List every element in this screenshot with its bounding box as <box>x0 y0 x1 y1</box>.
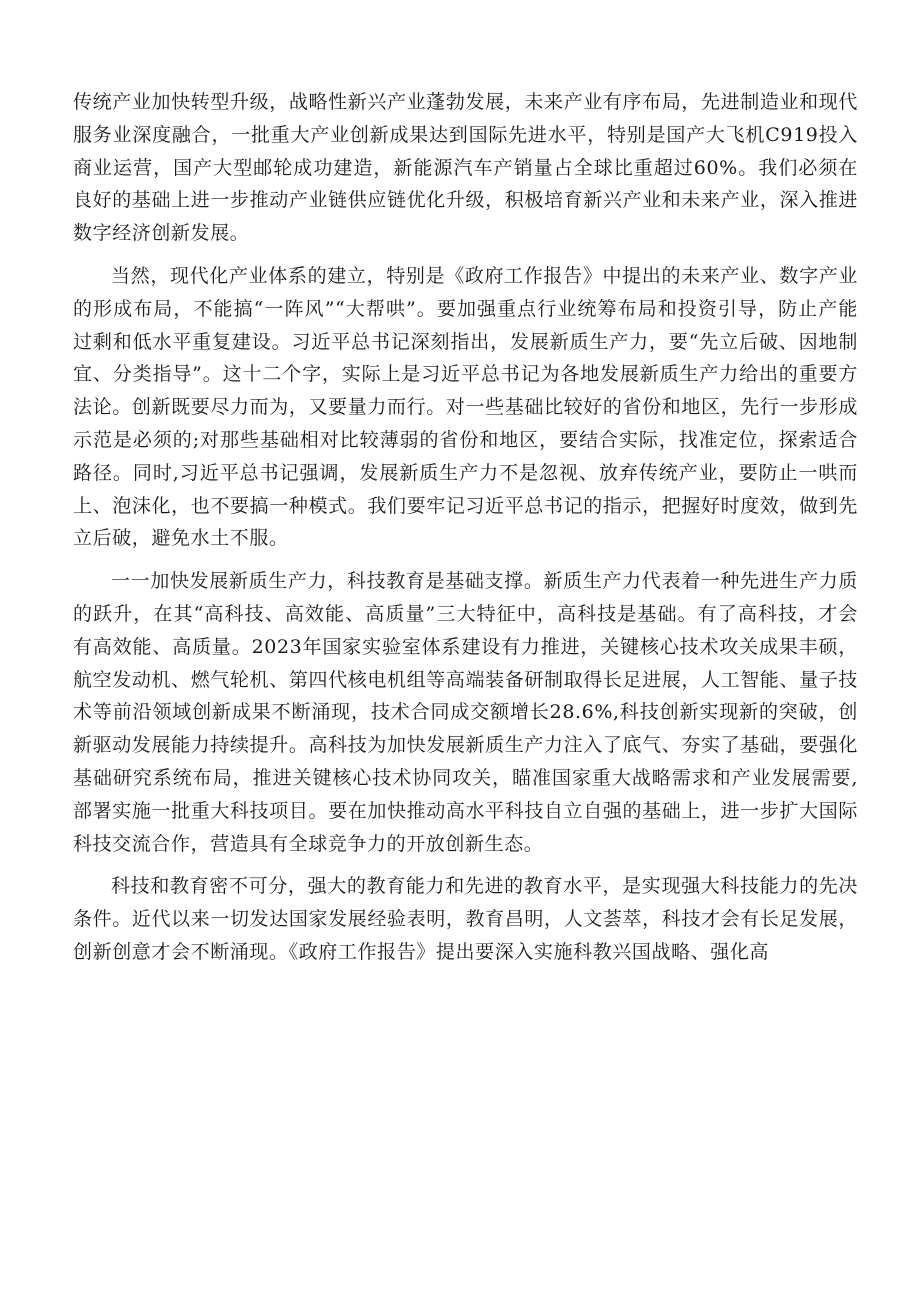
paragraph-3: 一一加快发展新质生产力，科技教育是基础支撑。新质生产力代表着一种先进生产力质的跃升，在其“高科技、高效能、高质量”三大特征中，高科技是基础。有了高科技，才会有高效能、高质量。2023年国家实验室体系建设有力推进，关键核心技术攻关成果丰硕，航空发动机、燃气轮机、第四代核电机组等高端装备研制取得长足进展，人工智能、量子技术等前沿领域创新成果不断涌现，技术合同成交额增长28.6%,科技创新实现新的突破，创新驱动发展能力持续提升。高科技为加快发展新质生产力注入了底气、夯实了基础，要强化基础研究系统布局，推进关键核心技术协同攻关，瞄准国家重大战略需求和产业发展需要,部署实施一批重大科技项目。要在加快推动高水平科技自立自强的基础上，进一步扩大国际科技交流合作，营造具有全球竞争力的开放创新生态。 <box>73 570 858 855</box>
paragraph-4: 科技和教育密不可分，强大的教育能力和先进的教育水平，是实现强大科技能力的先决条件。近代以来一切发达国家发展经验表明，教育昌明，人文荟萃，科技才会有长足发展，创新创意才会不断涌现。《政府工作报告》提出要深入实施科教兴国战略、强化高 <box>73 875 858 963</box>
paragraph-1: 传统产业加快转型升级，战略性新兴产业蓬勃发展，未来产业有序布局，先进制造业和现代服务业深度融合，一批重大产业创新成果达到国际先进水平，特别是国产大飞机C919投入商业运营，国产大型邮轮成功建造，新能源汽车产销量占全球比重超过60%。我们必须在良好的基础上进一步推动产业链供应链优化升级，积极培育新兴产业和未来产业，深入推进数字经济创新发展。 <box>73 91 858 245</box>
paragraph-2: 当然，现代化产业体系的建立，特别是《政府工作报告》中提出的未来产业、数字产业的形成布局，不能搞“一阵风”“大帮哄”。要加强重点行业统筹布局和投资引导，防止产能过剩和低水平重复建设。习近平总书记深刻指出，发展新质生产力，要“先立后破、因地制宜、分类指导”。这十二个字，实际上是习近平总书记为各地发展新质生产力给出的重要方法论。创新既要尽力而为，又要量力而行。对一些基础比较好的省份和地区，先行一步形成示范是必须的;对那些基础相对比较薄弱的省份和地区，要结合实际，找准定位，探索适合路径。同时,习近平总书记强调，发展新质生产力不是忽视、放弃传统产业，要防止一哄而上、泡沫化，也不要搞一种模式。我们要牢记习近平总书记的指示，把握好时度效，做到先立后破，避免水土不服。 <box>73 264 858 550</box>
document-body <box>73 86 858 969</box>
